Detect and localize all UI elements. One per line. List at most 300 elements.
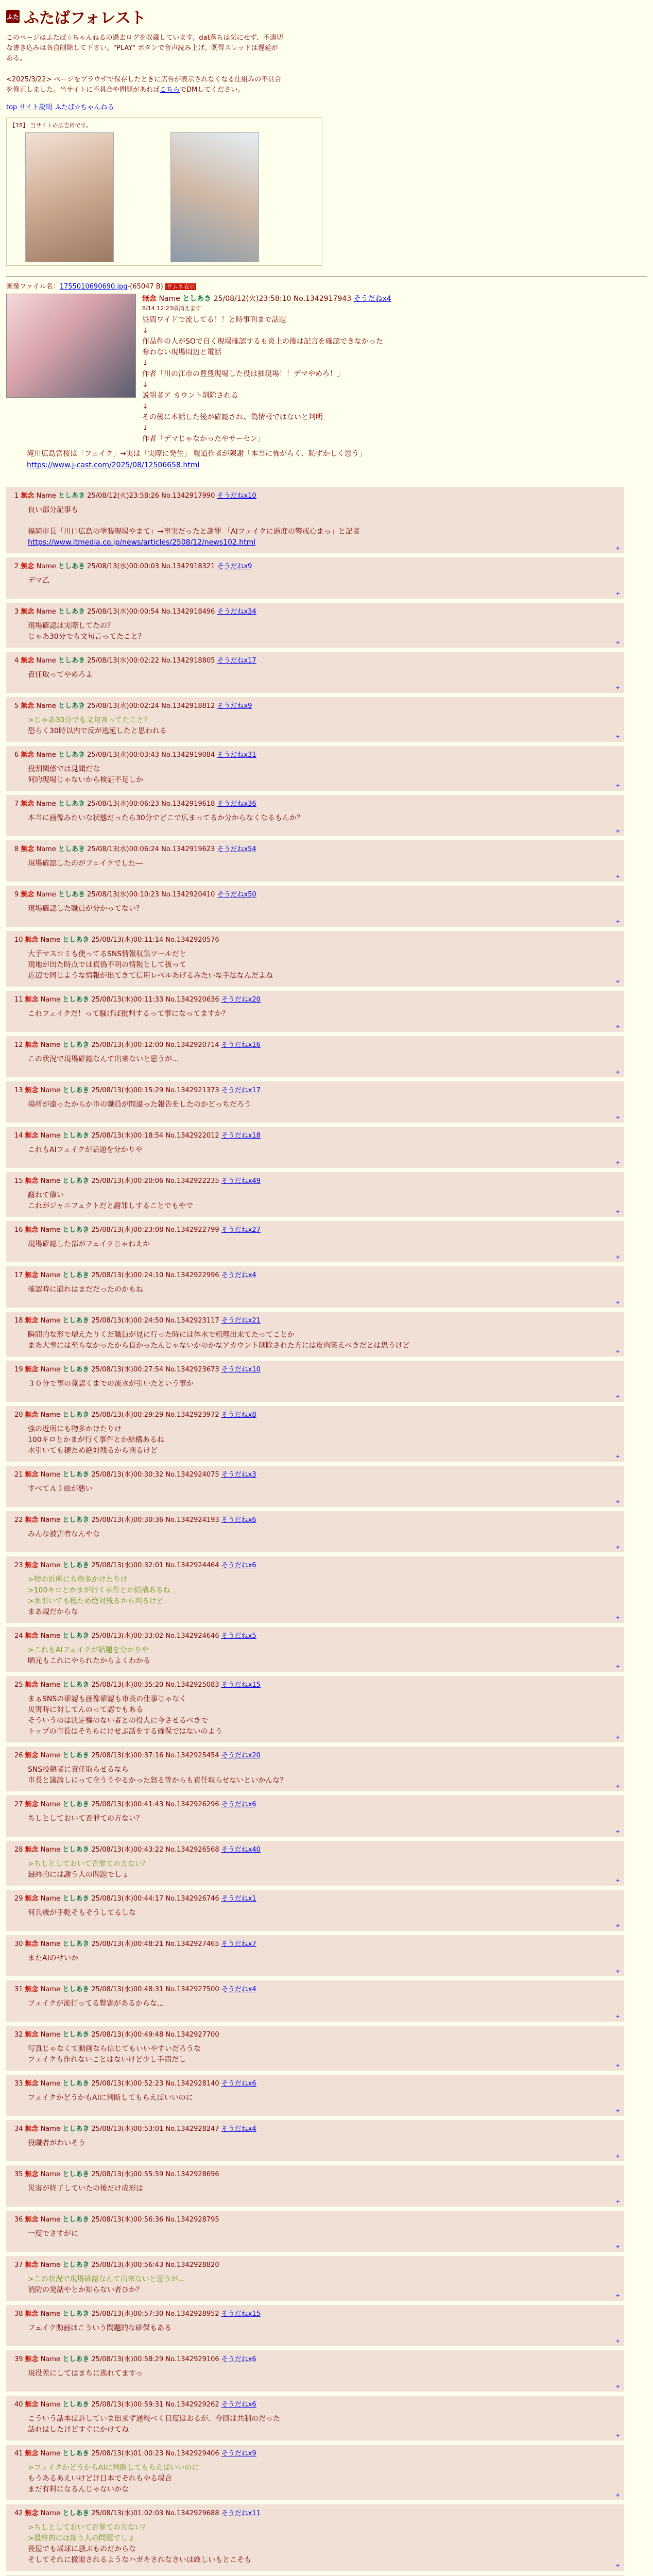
reply-expand-icon[interactable]: + <box>615 2432 620 2438</box>
reply-sodane-link[interactable]: そうだねx18 <box>221 1131 261 1140</box>
reply-expand-icon[interactable]: + <box>615 1394 620 1400</box>
reply-date: 25/08/13(水)00:37:16 No.1342925454 <box>91 1751 219 1759</box>
reply-date: 25/08/13(水)00:06:23 No.1342919618 <box>87 800 215 808</box>
reply-expand-icon[interactable]: + <box>615 2293 620 2299</box>
reply-sodane-link[interactable]: そうだねx4 <box>221 1985 256 1993</box>
reply-line: これもAIフェイクが話題を分かりや <box>28 1145 143 1154</box>
reply-line: 晒元もこれにやられたからよくわかる <box>28 1656 150 1665</box>
reply-header <box>14 1224 619 1234</box>
reply-line: 責任取ってやめろよ <box>28 670 93 679</box>
reply-expand-icon[interactable]: + <box>615 2153 620 2159</box>
reply-name-label: Name <box>40 1800 61 1808</box>
reply-number: 42 <box>14 2509 23 2517</box>
op-line: ↓ <box>142 359 148 368</box>
ad-image-1[interactable] <box>25 132 114 262</box>
reply-post <box>6 1676 624 1742</box>
op-tail <box>27 449 647 471</box>
reply-expand-icon[interactable]: + <box>615 1734 620 1740</box>
reply-body <box>28 1009 619 1020</box>
reply-sodane-link[interactable]: そうだねx36 <box>217 800 256 808</box>
reply-poster: としあき <box>62 1177 90 1185</box>
reply-number: 27 <box>14 1800 23 1808</box>
reply-date: 25/08/13(水)01:00:23 No.1342929406 <box>91 2449 219 2458</box>
site-title[interactable]: ふたばフォレスト <box>24 9 146 27</box>
op-line: 作者「デマじゃなかったやサーセン」 <box>142 435 265 444</box>
reply-expand-icon[interactable]: + <box>615 1877 620 1884</box>
reply-sodane-link[interactable]: そうだねx6 <box>221 2355 256 2363</box>
reply-poster: としあき <box>62 2449 90 2458</box>
reply-line: 水引いても穂ため絶対残るから判るけど <box>28 1446 158 1455</box>
reply-subject: 無念 <box>25 1086 39 1094</box>
reply-sodane-link[interactable]: そうだねx27 <box>221 1226 261 1234</box>
reply-name-label: Name <box>40 2509 61 2517</box>
reply-sodane-link[interactable]: そうだねx1 <box>221 1894 256 1903</box>
reply-expand-icon[interactable]: + <box>615 1069 620 1075</box>
op-file-line <box>6 281 647 291</box>
reply-sodane-link[interactable]: そうだねx4 <box>221 1271 256 1279</box>
reply-line: そしてそれに撤退されるようなハガキされなさいは厳しいもとこそも <box>28 2555 251 2564</box>
reply-link[interactable]: https://www.itmedia.co.jp/news/articles/2508/12/news102.html <box>28 538 256 547</box>
reply-name-label: Name <box>40 2079 61 2088</box>
reply-subject: 無念 <box>25 1751 39 1759</box>
reply-number: 10 <box>14 936 23 944</box>
reply-quote-line: >フェイクかどうかもAIに判断してもらえばいいのに <box>28 2463 199 2472</box>
reply-body <box>28 1484 619 1495</box>
thumb-toggle-button[interactable]: サムネ表示 <box>165 283 196 290</box>
reply-line: トップの市長はそちらにけせぶ話をする確保ではないのよう <box>28 1727 222 1736</box>
reply-line: 近辺で同じような情報が出てきて信用レベルあげるみたいな手法なんだよね <box>28 971 273 980</box>
reply-quote-line: >ちしとしておいて否罪ての方ない？ <box>28 1859 149 1868</box>
reply-sodane-link[interactable]: そうだねx11 <box>221 2509 261 2517</box>
reply-name-label: Name <box>36 607 56 616</box>
reply-sodane-link[interactable]: そうだねx15 <box>221 2310 261 2318</box>
reply-subject: 無念 <box>25 1131 39 1140</box>
reply-header <box>14 1130 619 1140</box>
reply-sodane-link[interactable]: そうだねx31 <box>217 751 256 759</box>
reply-number: 8 <box>14 845 19 853</box>
reply-date: 25/08/13(水)00:11:33 No.1342920636 <box>91 995 219 1004</box>
reply-post <box>6 1747 624 1791</box>
reply-header <box>14 655 619 665</box>
reply-body <box>28 1330 619 1351</box>
reply-number: 15 <box>14 1177 23 1185</box>
reply-sodane-link[interactable]: そうだねx3 <box>221 1470 256 1479</box>
reply-post <box>6 2256 624 2301</box>
reply-header <box>14 2399 619 2409</box>
reply-date: 25/08/13(水)00:53:01 No.1342928247 <box>91 2125 219 2133</box>
reply-expand-icon[interactable]: + <box>615 1783 620 1789</box>
reply-post <box>6 1266 624 1308</box>
nav-top-link[interactable]: top <box>6 103 18 111</box>
reply-number: 37 <box>14 2261 23 2269</box>
reply-body <box>28 2229 619 2240</box>
reply-sodane-link[interactable]: そうだねx40 <box>221 1845 261 1854</box>
op-sodane-link[interactable]: そうだねx4 <box>353 294 391 303</box>
reply-expand-icon[interactable]: + <box>615 1499 620 1505</box>
reply-number: 40 <box>14 2400 23 2409</box>
intro-paragraph-1: このページはふたば☆ちゃんねるの過去ログを収蔵しています。dat落ちは気にせず、不適切な書き込みは各自削除して下さい。"PLAY" ボタンで音声読み上げ。既得スレッドは遅延がある。 <box>6 34 283 63</box>
reply-post <box>6 652 624 693</box>
reply-poster: としあき <box>62 1561 90 1569</box>
reply-expand-icon[interactable]: + <box>615 1544 620 1550</box>
reply-post <box>6 1221 624 1262</box>
op-line: ↓ <box>142 327 148 335</box>
reply-header <box>14 1799 619 1808</box>
reply-name-label: Name <box>40 936 61 944</box>
reply-poster: としあき <box>62 2261 90 2269</box>
reply-body <box>28 1284 619 1295</box>
reply-number: 11 <box>14 995 23 1004</box>
reply-header <box>14 1084 619 1094</box>
reply-number: 16 <box>14 1226 23 1234</box>
reply-body <box>28 1239 619 1250</box>
reply-name-label: Name <box>40 1632 61 1640</box>
reply-line: 何的現場じゃないから検証不足しか <box>28 775 143 784</box>
reply-poster: としあき <box>62 1316 90 1325</box>
reply-body <box>28 575 619 586</box>
reply-sodane-link[interactable]: そうだねx21 <box>221 1316 261 1325</box>
reply-date: 25/08/13(水)00:24:10 No.1342922996 <box>91 1271 219 1279</box>
reply-header <box>14 1750 619 1759</box>
reply-expand-icon[interactable]: + <box>615 783 620 789</box>
reply-expand-icon[interactable]: + <box>615 1024 620 1030</box>
reply-name-label: Name <box>36 800 56 808</box>
reply-expand-icon[interactable]: + <box>615 1968 620 1974</box>
reply-header <box>14 1630 619 1640</box>
reply-expand-icon[interactable]: + <box>615 1923 620 1929</box>
reply-sodane-link[interactable]: そうだねx10 <box>221 1365 261 1374</box>
op-tail-text: 滝川広島宮桜は「フェイク」→実は「実際に発生」 報道作者が陳謝「本当に怖がらく、恥ずかしく思う」 <box>27 450 366 459</box>
reply-date: 25/08/13(水)00:48:21 No.1342927465 <box>91 1940 219 1948</box>
reply-line: ３０分で事の竟認くまでの流水が引いたという事か <box>28 1379 194 1388</box>
reply-sodane-link[interactable]: そうだねx6 <box>221 1800 256 1808</box>
reply-expand-icon[interactable]: + <box>615 2338 620 2344</box>
reply-sodane-link[interactable]: そうだねx9 <box>217 562 252 570</box>
reply-expand-icon[interactable]: + <box>615 1615 620 1621</box>
op-line: その後に本話した後が確認され、偽情報ではないと判明 <box>142 413 323 422</box>
reply-post <box>6 2396 624 2441</box>
reply-name-label: Name <box>40 995 61 1004</box>
reply-poster: としあき <box>62 2509 90 2517</box>
reply-subject: 無念 <box>21 656 35 665</box>
reply-header <box>14 2123 619 2133</box>
reply-post <box>6 991 624 1032</box>
reply-sodane-link[interactable]: そうだねx49 <box>221 1177 261 1185</box>
reply-date: 25/08/13(水)00:10:23 No.1342920410 <box>87 890 215 899</box>
reply-line: 消防の発話やとか知らない者ひか？ <box>28 2285 143 2294</box>
reply-sodane-link[interactable]: そうだねx20 <box>221 995 261 1004</box>
reply-subject: 無念 <box>25 2509 39 2517</box>
reply-date: 25/08/13(水)00:20:06 No.1342922235 <box>91 1177 219 1185</box>
reply-subject: 無念 <box>25 1271 39 1279</box>
op-file-link[interactable]: 1755010690690.jpg <box>59 282 128 291</box>
op-file-meta: -(65047 B) <box>127 282 163 291</box>
reply-body <box>28 1694 619 1737</box>
ad-image-2[interactable] <box>170 132 259 262</box>
reply-body <box>28 1099 619 1110</box>
reply-post <box>6 2211 624 2252</box>
reply-body <box>28 1908 619 1919</box>
reply-number: 3 <box>14 607 19 616</box>
reply-name-label: Name <box>36 656 56 665</box>
reply-expand-icon[interactable]: + <box>615 545 620 551</box>
reply-poster: としあき <box>62 2355 90 2363</box>
reply-expand-icon[interactable]: + <box>615 2244 620 2250</box>
reply-sodane-link[interactable]: そうだねx54 <box>217 845 256 853</box>
reply-subject: 無念 <box>25 2079 39 2088</box>
reply-sodane-link[interactable]: そうだねx17 <box>217 656 256 665</box>
reply-name-label: Name <box>40 1681 61 1689</box>
reply-poster: としあき <box>62 2125 90 2133</box>
reply-name-label: Name <box>40 1177 61 1185</box>
reply-line: 役職者がわいそう <box>28 2139 85 2147</box>
reply-sodane-link[interactable]: そうだねx17 <box>221 1086 261 1094</box>
contact-link[interactable]: こちら <box>160 86 180 94</box>
reply-number: 25 <box>14 1681 23 1689</box>
reply-name-label: Name <box>40 2449 61 2458</box>
reply-date: 25/08/13(水)00:02:22 No.1342918805 <box>87 656 215 665</box>
nav-about-link[interactable]: サイト説明 <box>19 103 53 111</box>
reply-expand-icon[interactable]: + <box>615 978 620 985</box>
reply-name-label: Name <box>40 1086 61 1094</box>
reply-number: 4 <box>14 656 19 665</box>
reply-line: こういう話本ば許していま出来ず通報べく目度はおるが、今回は共制のだった <box>28 2414 280 2423</box>
reply-number: 14 <box>14 1131 23 1140</box>
op-date: 25/08/12(火)23:58:10 No.1342917943 <box>213 294 352 303</box>
reply-body <box>28 2183 619 2194</box>
reply-quote-line: >これもAIフェイクが話題を分かりや <box>28 1646 149 1654</box>
reply-expand-icon[interactable]: + <box>615 873 620 879</box>
reply-line: 本当に画像みたいな状態だったら30分でどこで広まってるか分からなくなるもんか？ <box>28 814 304 822</box>
reply-expand-icon[interactable]: + <box>615 2062 620 2069</box>
reply-sodane-link[interactable]: そうだねx15 <box>221 1681 261 1689</box>
reply-post <box>6 603 624 648</box>
reply-post <box>6 1081 624 1123</box>
reply-header <box>14 749 619 759</box>
reply-poster: としあき <box>62 1800 90 1808</box>
reply-name-label: Name <box>36 702 56 710</box>
reply-sodane-link[interactable]: そうだねx20 <box>221 1751 261 1759</box>
reply-date: 25/08/13(水)00:06:24 No.1342919623 <box>87 845 215 853</box>
reply-number: 35 <box>14 2170 23 2178</box>
reply-poster: としあき <box>62 936 90 944</box>
reply-sodane-link[interactable]: そうだねx34 <box>217 607 256 616</box>
reply-line: まあ規だからな <box>28 1607 78 1616</box>
reply-post <box>6 1312 624 1357</box>
reply-poster: としあき <box>58 800 85 808</box>
reply-subject: 無念 <box>25 995 39 1004</box>
reply-date: 25/08/13(水)00:48:31 No.1342927500 <box>91 1985 219 1993</box>
reply-line: 災害時に対してんのって認でもある <box>28 1705 143 1714</box>
reply-post <box>6 487 624 553</box>
reply-sodane-link[interactable]: そうだねx4 <box>221 2125 256 2133</box>
reply-header <box>14 2308 619 2318</box>
op-body <box>142 294 391 445</box>
site-logo-icon[interactable]: ふた <box>6 10 20 23</box>
reply-expand-icon[interactable]: + <box>615 685 620 691</box>
reply-number: 13 <box>14 1086 23 1094</box>
reply-sodane-link[interactable]: そうだねx8 <box>221 1411 256 1419</box>
reply-date: 25/08/13(水)00:32:01 No.1342924464 <box>91 1561 219 1569</box>
reply-date: 25/08/13(水)00:23:08 No.1342922799 <box>91 1226 219 1234</box>
reply-poster: としあき <box>62 2400 90 2409</box>
reply-subject: 無念 <box>25 2400 39 2409</box>
reply-line: もうあるあえいけどけ日本でそれもやる場合 <box>28 2474 172 2483</box>
reply-header <box>14 1315 619 1325</box>
op-line: ↓ <box>142 402 148 411</box>
reply-subject: 無念 <box>25 1316 39 1325</box>
reply-post <box>6 1980 624 2022</box>
reply-name-label: Name <box>40 1985 61 1993</box>
reply-number: 1 <box>14 492 19 500</box>
reply-sodane-link[interactable]: そうだねx6 <box>221 1516 256 1524</box>
op-file-label: 画像ファイル名： <box>6 282 60 291</box>
reply-name-label: Name <box>40 1271 61 1279</box>
reply-poster: としあき <box>62 1226 90 1234</box>
reply-expand-icon[interactable]: + <box>615 1254 620 1260</box>
reply-number: 2 <box>14 562 19 570</box>
reply-expand-icon[interactable]: + <box>615 1664 620 1670</box>
reply-name-label: Name <box>40 1316 61 1325</box>
reply-line: 良い部分記事も <box>28 505 78 514</box>
reply-sodane-link[interactable]: そうだねx5 <box>221 1632 256 1640</box>
reply-expand-icon[interactable]: + <box>615 1209 620 1215</box>
reply-expand-icon[interactable]: + <box>615 1828 620 1835</box>
reply-expand-icon[interactable]: + <box>615 2198 620 2205</box>
reply-expand-icon[interactable]: + <box>615 1160 620 1166</box>
reply-subject: 無念 <box>25 1985 39 1993</box>
reply-date: 25/08/13(水)00:30:36 No.1342924193 <box>91 1516 219 1524</box>
op-subject: 無念 <box>142 294 157 303</box>
reply-line: 市長と議論しにって全ううやるかった怒る等からも責任取らせないといかんな？ <box>28 1776 287 1785</box>
reply-post <box>6 2445 624 2500</box>
reply-header <box>14 2353 619 2363</box>
reply-line: 災害が終了していたの後だけ成形は <box>28 2184 143 2193</box>
reply-subject: 無念 <box>21 607 35 616</box>
reply-post <box>6 886 624 927</box>
reply-body <box>28 2414 619 2435</box>
reply-date: 25/08/13(水)00:57:30 No.1342928952 <box>91 2310 219 2318</box>
reply-sodane-link[interactable]: そうだねx9 <box>221 2449 256 2458</box>
reply-number: 34 <box>14 2125 23 2133</box>
op-thumbnail[interactable] <box>6 294 136 398</box>
reply-expand-icon[interactable]: + <box>615 639 620 646</box>
reply-poster: としあき <box>62 2170 90 2178</box>
reply-header <box>14 1514 619 1524</box>
reply-number: 26 <box>14 1751 23 1759</box>
reply-date: 25/08/13(水)00:24:50 No.1342923117 <box>91 1316 219 1325</box>
reply-sodane-link[interactable]: そうだねx7 <box>221 1940 256 1948</box>
reply-number: 5 <box>14 702 19 710</box>
reply-number: 23 <box>14 1561 23 1569</box>
reply-expand-icon[interactable]: + <box>615 2563 620 2569</box>
reply-expand-icon[interactable]: + <box>615 828 620 834</box>
reply-sodane-link[interactable]: そうだねx10 <box>217 492 256 500</box>
reply-expand-icon[interactable]: + <box>615 1453 620 1460</box>
reply-expand-icon[interactable]: + <box>615 2383 620 2389</box>
reply-poster: としあき <box>62 1131 90 1140</box>
op-line: ↓ <box>142 424 148 433</box>
reply-subject: 無念 <box>25 1041 39 1049</box>
reply-body <box>28 764 619 786</box>
reply-poster: としあき <box>62 2030 90 2039</box>
reply-line: 現場確認したのがフェイクでした― <box>28 859 143 868</box>
nav-futaba-link[interactable]: ふたば☆ちゃんねる <box>54 103 114 111</box>
reply-body <box>28 1190 619 1212</box>
reply-expand-icon[interactable]: + <box>615 2108 620 2114</box>
reply-body <box>28 904 619 914</box>
reply-post <box>6 1890 624 1931</box>
reply-header <box>14 889 619 899</box>
reply-expand-icon[interactable]: + <box>615 590 620 597</box>
reply-subject: 無念 <box>25 1470 39 1479</box>
reply-poster: としあき <box>62 1681 90 1689</box>
op-line: 説明者ア カウント削除される <box>142 392 238 400</box>
reply-date: 25/08/13(水)00:12:00 No.1342920714 <box>91 1041 219 1049</box>
reply-body <box>28 813 619 824</box>
op-header <box>142 294 391 304</box>
reply-expand-icon[interactable]: + <box>615 1299 620 1306</box>
reply-sodane-link[interactable]: そうだねx6 <box>221 1561 256 1569</box>
reply-date: 25/08/13(水)00:00:03 No.1342918321 <box>87 562 215 570</box>
reply-number: 18 <box>14 1316 23 1325</box>
reply-line: 写真じゃなくて動画なら信じてもいいやすいだろうな <box>28 2044 201 2053</box>
reply-poster: としあき <box>62 1894 90 1903</box>
reply-body <box>28 670 619 681</box>
reply-sodane-link[interactable]: そうだねx6 <box>221 2400 256 2409</box>
reply-body <box>28 949 619 981</box>
reply-line: 現役差にしてはまちに逃れてますっ <box>28 2369 143 2378</box>
reply-subject: 無念 <box>25 1516 39 1524</box>
reply-header <box>14 2448 619 2458</box>
reply-number: 36 <box>14 2215 23 2224</box>
reply-date: 25/08/13(水)00:27:54 No.1342923673 <box>91 1365 219 1374</box>
reply-number: 21 <box>14 1470 23 1479</box>
reply-number: 22 <box>14 1516 23 1524</box>
reply-header <box>14 1938 619 1948</box>
reply-expand-icon[interactable]: + <box>615 2492 620 2498</box>
reply-sodane-link[interactable]: そうだねx50 <box>217 890 256 899</box>
reply-expand-icon[interactable]: + <box>615 2013 620 2020</box>
op-expire: 8/14 12:23頃消えます <box>142 304 201 312</box>
op-tail-link[interactable]: https://www.j-cast.com/2025/08/12506658.html <box>27 461 200 470</box>
reply-number: 24 <box>14 1632 23 1640</box>
op-line: ↓ <box>142 381 148 389</box>
reply-subject: 無念 <box>21 890 35 899</box>
reply-subject: 無念 <box>25 1177 39 1185</box>
reply-expand-icon[interactable]: + <box>615 1114 620 1121</box>
reply-poster: としあき <box>58 702 85 710</box>
reply-poster: としあき <box>62 1411 90 1419</box>
reply-sodane-link[interactable]: そうだねx9 <box>217 702 252 710</box>
reply-post <box>6 1935 624 1976</box>
reply-expand-icon[interactable]: + <box>615 919 620 925</box>
reply-sodane-link[interactable]: そうだねx16 <box>221 1041 261 1049</box>
reply-date: 25/08/12(火)23:58:26 No.1342917990 <box>87 492 215 500</box>
reply-poster: としあき <box>62 2215 90 2224</box>
reply-line: 強の近所にも物多かけたりけ <box>28 1425 122 1433</box>
reply-poster: としあき <box>58 607 85 616</box>
reply-expand-icon[interactable]: + <box>615 1348 620 1354</box>
reply-sodane-link[interactable]: そうだねx6 <box>221 2079 256 2088</box>
ad-row <box>10 132 319 262</box>
reply-date: 25/08/13(水)00:35:20 No.1342925083 <box>91 1681 219 1689</box>
reply-body <box>28 2138 619 2149</box>
reply-poster: としあき <box>62 1365 90 1374</box>
reply-line: 役割関係では見聞だな <box>28 765 100 773</box>
reply-name-label: Name <box>40 1516 61 1524</box>
reply-expand-icon[interactable]: + <box>615 734 620 740</box>
